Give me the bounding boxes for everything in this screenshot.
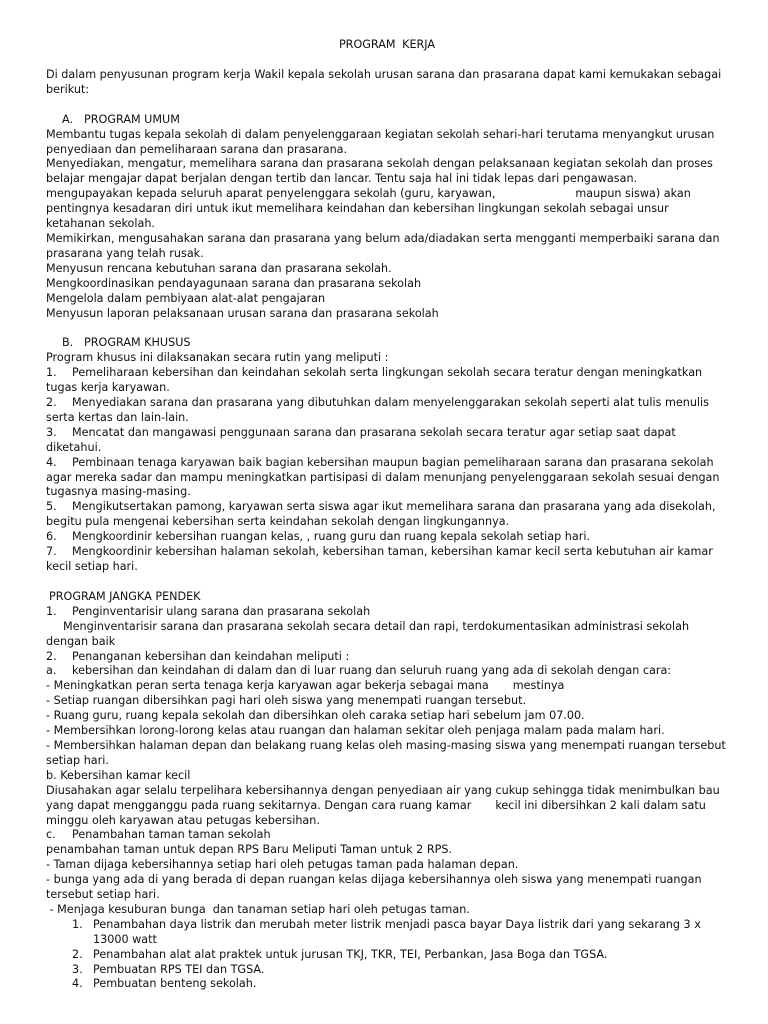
jangka-pendek-subitem-b-heading: b. Kebersihan kamar kecil	[46, 768, 191, 782]
section-b-title: PROGRAM KHUSUS	[84, 336, 191, 350]
jangka-pendek-heading: PROGRAM JANGKA PENDEK	[49, 589, 201, 603]
jangka-pendek-dash-line: - Membersihkan lorong-lorong kelas atau ruangan dan halaman sekitar oleh penjaga malam pada malam hari.	[46, 724, 665, 738]
section-b-heading	[62, 336, 728, 351]
section-a-paragraph: Menyediakan, mengatur, memelihara sarana dan prasarana sekolah dengan pelaksanaan kegiatan sekolah dan proses belajar mengajar dapat berjalan dengan tertib dan lancar. Tentu saja hal ini tidak lepas dari pengawasan.	[46, 157, 713, 186]
section-b-lead: Program khusus ini dilaksanakan secara rutin yang meliputi :	[46, 351, 389, 365]
jangka-pendek-c-line: - Menjaga kesuburan bunga dan tanaman setiap hari oleh petugas taman.	[46, 902, 470, 916]
intro-paragraph: Di dalam penyusunan program kerja Wakil kepala sekolah urusan sarana dan prasarana dapat kami kemukakan sebagai berikut:	[46, 67, 722, 96]
section-a-paragraph: Menyusun laporan pelaksanaan urusan sarana dan prasarana sekolah	[46, 306, 439, 320]
jangka-pendek-c-line: penambahan taman untuk depan RPS Baru Meliputi Taman untuk 2 RPS.	[46, 843, 453, 857]
section-b-item: 2. Menyediakan sarana dan prasarana yang dibutuhkan dalam menyelenggarakan sekolah seperti alat tulis menulis serta kertas dan lain-lain.	[46, 396, 709, 424]
jangka-pendek-item: 1. Penginventarisir ulang sarana dan prasarana sekolah	[46, 604, 371, 618]
section-a-paragraph-mengupayakan: mengupayakan kepada seluruh aparat penyelenggara sekolah (guru, karyawan, maupun siswa) akan pentingnya kesadaran diri untuk ikut memelihara keindahan dan kebersihan lingkungan sekolah sebagai unsur ketahanan sekolah.	[46, 187, 691, 231]
jangka-pendek-subitem-a: a. kebersihan dan keindahan di dalam dan di luar ruang dan seluruh ruang yang ada di sekolah dengan cara:	[46, 664, 672, 678]
jangka-pendek-item-desc: Menginventarisir sarana dan prasarana sekolah secara detail dan rapi, terdokumentasikan administrasi sekolah dengan baik	[46, 619, 690, 648]
section-b-marker: B.	[62, 336, 74, 350]
section-a-marker: A.	[62, 112, 74, 126]
jangka-pendek-c-line: - bunga yang ada di yang berada di depan ruangan kelas dijaga kebersihannya oleh siswa yang menempati ruangan tersebut setiap hari.	[46, 873, 702, 902]
section-a-heading	[62, 113, 728, 128]
section-b-item: 5. Mengikutsertakan pamong, karyawan serta siswa agar ikut memelihara sarana dan prasarana yang ada disekolah, begitu pula mengenai kebersihan serta keindahan sekolah dengan lingkungannya.	[46, 500, 716, 529]
jangka-pendek-item: 2. Penanganan kebersihan dan keindahan meliputi :	[46, 649, 350, 663]
section-b-item: 4. Pembinaan tenaga karyawan baik bagian kebersihan maupun bagian pemeliharaan sarana dan prasarana sekolah agar mereka sadar dan mampu meningkatkan partisipasi di dalam menunjang penyelenggaraan sekolah sesuai dengan tugasnya masing-masing.	[46, 455, 720, 499]
jangka-pendek-c-line: - Taman dijaga kebersihannya setiap hari oleh petugas taman pada halaman depan.	[46, 858, 519, 872]
section-a-title: PROGRAM UMUM	[84, 112, 180, 126]
page-title: PROGRAM KERJA	[338, 38, 436, 51]
section-a-paragraph: Membantu tugas kepala sekolah di dalam penyelenggaraan kegiatan sekolah sehari-hari terutama menyangkut urusan penyediaan dan pemeliharaan sarana dan prasarana.	[46, 127, 715, 156]
list-item: 1. Penambahan daya listrik dan merubah meter listrik menjadi pasca bayar Daya listrik dari yang sekarang 3 x 13000 watt	[72, 917, 701, 946]
jangka-pendek-subitem-b-text: Diusahakan agar selalu terpelihara kebersihannya dengan penyediaan air yang cukup sehingga tidak menimbulkan bau yang dapat mengganggu pada ruang sekitarnya. Dengan cara ruang kamar kecil ini dibersihkan 2 kali dalam satu minggu oleh karyawan atau petugas kebersihan.	[46, 783, 720, 827]
section-a-paragraph: Mengkoordinasikan pendayagunaan sarana dan prasarana sekolah	[46, 276, 422, 290]
list-item: 2. Penambahan alat alat praktek untuk jurusan TKJ, TKR, TEI, Perbankan, Jasa Boga dan TGSA.	[72, 947, 608, 961]
jangka-pendek-dash-line: - Ruang guru, ruang kepala sekolah dan dibersihkan oleh caraka setiap hari sebelum jam 07.00.	[46, 709, 585, 723]
jangka-pendek-numbered-list	[46, 918, 728, 993]
section-a-paragraph: Mengelola dalam pembiyaan alat-alat pengajaran	[46, 291, 326, 305]
section-b-item: 3. Mencatat dan mangawasi penggunaan sarana dan prasarana sekolah secara teratur agar setiap saat dapat diketahui.	[46, 425, 676, 454]
list-item: 3. Pembuatan RPS TEI dan TGSA.	[72, 962, 265, 976]
section-a-paragraph: Menyusun rencana kebutuhan sarana dan prasarana sekolah.	[46, 261, 392, 275]
section-a-paragraph: Memikirkan, mengusahakan sarana dan prasarana yang belum ada/diadakan serta mengganti memperbaiki sarana dan prasarana yang telah rusak.	[46, 231, 720, 260]
list-item: 4. Pembuatan benteng sekolah.	[72, 977, 257, 991]
section-b-item: 1. Pemeliharaan kebersihan dan keindahan sekolah serta lingkungan sekolah secara teratur dengan meningkatkan tugas kerja karyawan.	[46, 366, 703, 395]
jangka-pendek-dash-line: - Membersihkan halaman depan dan belakang ruang kelas oleh masing-masing siswa yang menempati ruangan tersebut setiap hari.	[46, 738, 726, 767]
jangka-pendek-dash-line: - Setiap ruangan dibersihkan pagi hari oleh siswa yang menempati ruangan tersebut.	[46, 694, 527, 708]
section-b-item: 7. Mengkoordinir kebersihan halaman sekolah, kebersihan taman, kebersihan kamar kecil serta kebutuhan air kamar kecil setiap hari.	[46, 545, 713, 573]
section-b-item: 6. Mengkoordinir kebersihan ruangan kelas, , ruang guru dan ruang kepala sekolah setiap hari.	[46, 530, 591, 544]
jangka-pendek-dash-line: - Meningkatkan peran serta tenaga kerja karyawan agar bekerja sebagai mana mestinya	[46, 679, 565, 693]
jangka-pendek-subitem-c: c. Penambahan taman taman sekolah	[46, 828, 271, 842]
